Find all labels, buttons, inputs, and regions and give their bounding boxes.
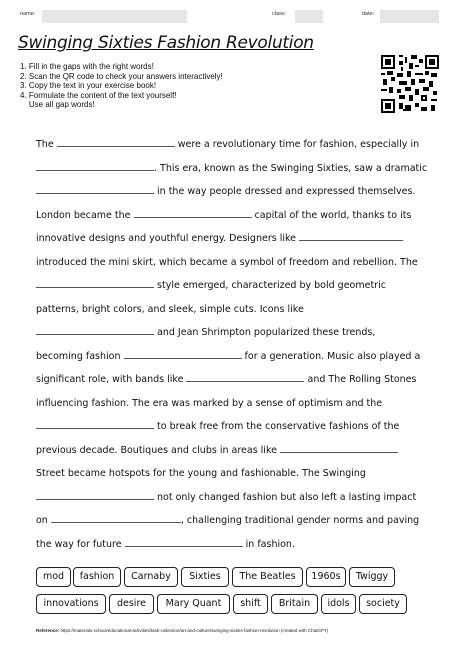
- word-chip[interactable]: Carnaby: [124, 567, 178, 587]
- word-chip[interactable]: Britain: [271, 594, 318, 614]
- text-line: [36, 486, 431, 510]
- text-segment: and The Rolling Stones: [307, 374, 417, 385]
- text-line: [36, 274, 431, 298]
- word-chip[interactable]: The Beatles: [232, 567, 303, 587]
- text-line: [36, 157, 431, 181]
- gap-field[interactable]: [36, 419, 154, 429]
- text-segment: influencing fashion. The era was marked by a sense of optimism and the: [36, 397, 383, 409]
- text-line: [36, 392, 431, 416]
- reference-label: Reference:: [36, 628, 60, 633]
- gap-field[interactable]: [57, 137, 175, 147]
- gap-field[interactable]: [36, 490, 154, 500]
- text-line: [36, 321, 431, 345]
- instruction-item: 1. Fill in the gaps with the right words!: [20, 62, 154, 71]
- text-segment: not only changed fashion but also left a lasting impact: [157, 491, 417, 503]
- text-segment: style emerged, characterized by bold geometric: [157, 280, 386, 291]
- date-label: date:: [362, 11, 375, 17]
- text-line: [36, 251, 431, 275]
- text-segment: , challenging traditional gender norms and paving: [180, 515, 420, 526]
- gap-field[interactable]: [51, 513, 181, 523]
- instruction-item: Use all gap words!: [20, 100, 95, 110]
- text-segment: becoming fashion: [36, 350, 121, 362]
- gap-field[interactable]: [124, 349, 242, 359]
- instruction-item: 4. Formulate the content of the text yourself!: [20, 90, 177, 100]
- word-chip[interactable]: desire: [109, 594, 154, 614]
- text-line: [36, 509, 431, 533]
- text-line: [36, 180, 431, 204]
- gap-fill-text: [36, 133, 431, 556]
- gap-field[interactable]: [125, 537, 243, 547]
- text-segment: the way for future: [36, 538, 122, 550]
- word-chip[interactable]: Mary Quant: [157, 594, 230, 614]
- text-segment: on: [36, 515, 48, 526]
- text-segment: to break free from the conservative fashions of the: [157, 421, 400, 432]
- word-chip[interactable]: society: [359, 594, 407, 614]
- text-segment: capital of the world, thanks to its: [254, 209, 412, 221]
- text-line: [36, 439, 431, 463]
- word-chip[interactable]: fashion: [73, 567, 121, 587]
- text-segment: innovative designs and youthful energy. Designers like: [36, 233, 296, 244]
- text-segment: introduced the mini skirt, which became a symbol of freedom and rebellion. The: [36, 256, 418, 268]
- text-line: [36, 204, 431, 228]
- gap-field[interactable]: [36, 184, 154, 194]
- text-line: [36, 368, 431, 392]
- gap-field[interactable]: [36, 278, 154, 288]
- text-segment: in the way people dressed and expressed themselves.: [157, 186, 416, 197]
- qr-code-icon[interactable]: [381, 55, 439, 113]
- text-line: [36, 462, 431, 486]
- text-segment: and Jean Shrimpton popularized these trends,: [157, 327, 376, 338]
- class-field[interactable]: [295, 10, 323, 23]
- word-chip[interactable]: Sixties: [181, 567, 229, 587]
- text-segment: patterns, bright colors, and sleek, simple cuts. Icons like: [36, 303, 304, 315]
- text-segment: . This era, known as the Swinging Sixties, saw a dramatic: [154, 162, 428, 174]
- reference: [36, 628, 328, 633]
- instruction-item: 3. Copy the text in your exercise book!: [20, 81, 157, 91]
- gap-field[interactable]: [36, 161, 154, 171]
- instructions: [20, 62, 223, 110]
- gap-field[interactable]: [280, 443, 398, 453]
- text-line: [36, 133, 431, 157]
- word-chip[interactable]: mod: [36, 567, 71, 587]
- gap-field[interactable]: [299, 231, 403, 241]
- name-field[interactable]: [42, 10, 187, 23]
- text-segment: in fashion.: [245, 538, 295, 550]
- text-segment: for a generation. Music also played a: [244, 350, 421, 362]
- text-segment: previous decade. Boutiques and clubs in areas like: [36, 444, 277, 456]
- class-label: class:: [272, 11, 287, 17]
- text-segment: significant role, with bands like: [36, 374, 184, 385]
- instruction-item: 2. Scan the QR code to check your answers interactively!: [20, 71, 223, 81]
- text-segment: were a revolutionary time for fashion, especially in: [177, 139, 420, 150]
- date-field[interactable]: [380, 10, 439, 23]
- gap-field[interactable]: [134, 208, 252, 218]
- text-segment: Street became hotspots for the young and fashionable. The Swinging: [36, 468, 366, 479]
- page-title: Swinging Sixties Fashion Revolution: [18, 33, 314, 53]
- text-line: [36, 415, 431, 439]
- name-label: name:: [20, 11, 36, 17]
- reference-link[interactable]: https://materials.school/educational-activities/task-collection/art-and-culture/swinging-sixties-fashion-revolution (created with ChatGPT): [60, 628, 329, 633]
- word-chip[interactable]: idols: [321, 594, 356, 614]
- word-chip[interactable]: innovations: [36, 594, 106, 614]
- gap-field[interactable]: [186, 372, 304, 382]
- text-line: [36, 298, 431, 322]
- text-segment: The: [36, 139, 54, 150]
- gap-field[interactable]: [36, 325, 154, 335]
- text-line: [36, 227, 431, 251]
- text-segment: London became the: [36, 209, 131, 221]
- word-chip[interactable]: Twiggy: [349, 567, 395, 587]
- word-chip[interactable]: 1960s: [306, 567, 346, 587]
- text-line: [36, 533, 431, 557]
- word-chip[interactable]: shift: [233, 594, 268, 614]
- text-line: [36, 345, 431, 369]
